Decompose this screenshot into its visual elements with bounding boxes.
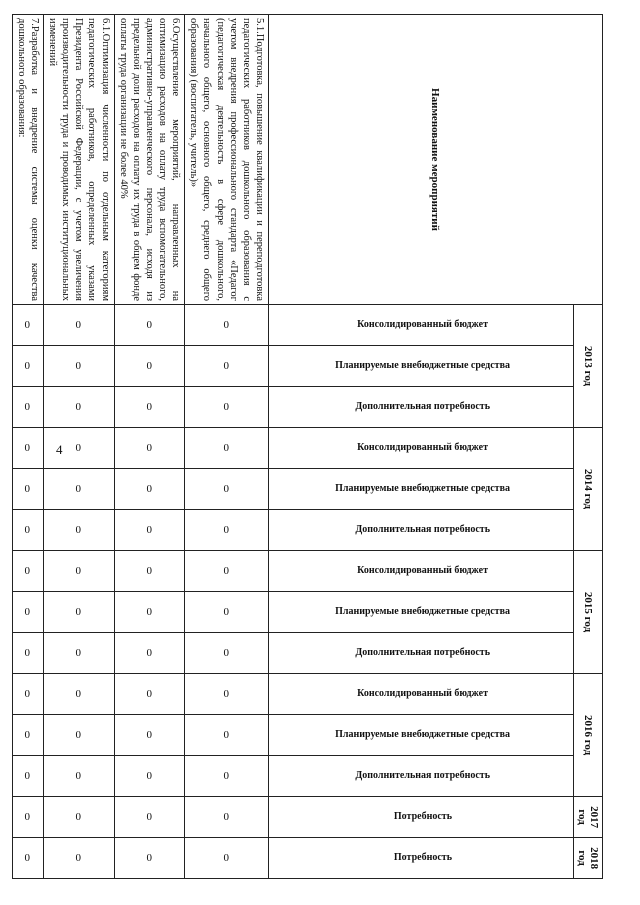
value-cell (44, 305, 115, 346)
value-cell (12, 346, 43, 387)
subheader-label: Планируемые внебюджетные средства (335, 729, 511, 741)
value-cell (114, 510, 185, 551)
value-cell (185, 346, 269, 387)
value-text: 0 (223, 524, 230, 537)
value-cell (185, 510, 269, 551)
subheader-label: Дополнительная потребность (355, 770, 491, 782)
value-text: 0 (24, 565, 31, 578)
value-text: 0 (223, 360, 230, 372)
subheader-2015-additional-need (269, 633, 574, 674)
subheader-2015-planned-extrabudgetary (269, 592, 574, 633)
value-text: 0 (223, 442, 230, 455)
value-text: 0 (24, 647, 31, 660)
value-cell (185, 551, 269, 592)
value-text: 0 (24, 811, 31, 824)
subheader-2016-consolidated-budget (269, 674, 574, 715)
value-text: 0 (75, 688, 82, 701)
value-text: 0 (223, 606, 230, 619)
value-text: 0 (223, 483, 230, 496)
value-cell (12, 715, 43, 756)
value-text: 0 (223, 729, 230, 742)
value-text: 0 (75, 565, 82, 578)
subheader-2013-consolidated-budget (269, 305, 574, 346)
value-text: 0 (24, 729, 31, 742)
subheader-label: Консолидированный бюджет (357, 565, 489, 577)
value-cell (185, 387, 269, 428)
value-text: 0 (146, 688, 152, 701)
subheader-label: Консолидированный бюджет (357, 688, 489, 700)
year-header-2013: 2013 год (574, 305, 603, 428)
subheader-2013-planned-extrabudgetary (269, 346, 574, 387)
year-header-2018: 2018 год (574, 838, 603, 879)
rotated-table-container (15, 14, 603, 879)
subheader-label: Консолидированный бюджет (357, 442, 489, 454)
value-text: 0 (223, 770, 230, 783)
value-text: 0 (223, 401, 230, 413)
value-cell (44, 756, 115, 797)
value-text: 0 (75, 852, 82, 865)
value-text: 0 (75, 524, 82, 537)
value-text: 0 (146, 606, 152, 619)
value-cell (185, 756, 269, 797)
value-text: 0 (146, 319, 152, 331)
value-text: 0 (223, 647, 230, 660)
value-text: 0 (24, 442, 31, 455)
subheader-label: Дополнительная потребность (355, 524, 491, 536)
subheader-label: Консолидированный бюджет (357, 319, 489, 331)
year-header-row (574, 15, 603, 879)
funding-plan-table (12, 14, 603, 879)
value-text: 0 (146, 770, 152, 783)
value-text: 0 (75, 401, 82, 413)
value-cell (114, 592, 185, 633)
value-cell (44, 387, 115, 428)
value-cell (185, 469, 269, 510)
activity-cell: 7.Разработка и внедрение системы оценки качества дошкольного образования: (12, 15, 43, 305)
value-cell (44, 715, 115, 756)
value-text: 0 (223, 319, 230, 331)
value-cell (114, 756, 185, 797)
value-text: 0 (24, 852, 31, 865)
value-cell (114, 715, 185, 756)
value-cell (114, 633, 185, 674)
value-text: 0 (146, 442, 152, 455)
value-cell (114, 551, 185, 592)
value-text: 0 (24, 606, 31, 619)
value-cell (44, 510, 115, 551)
value-cell (44, 346, 115, 387)
year-header-2015: 2015 год (574, 551, 603, 674)
value-cell (185, 715, 269, 756)
value-text: 0 (24, 319, 31, 331)
value-text: 0 (223, 565, 230, 578)
value-cell (114, 674, 185, 715)
table-row (12, 15, 43, 879)
value-cell (12, 633, 43, 674)
value-cell (44, 633, 115, 674)
value-cell (44, 797, 115, 838)
value-text: 0 (146, 565, 152, 578)
value-text: 0 (146, 524, 152, 537)
value-text: 0 (223, 852, 230, 865)
subheader-2015-consolidated-budget (269, 551, 574, 592)
value-cell (185, 674, 269, 715)
value-text: 0 (146, 729, 152, 742)
subheader-label: Планируемые внебюджетные средства (335, 483, 511, 495)
page-number: 4 (56, 442, 63, 457)
value-text: 0 (24, 688, 31, 701)
value-cell (44, 592, 115, 633)
value-text: 0 (24, 360, 31, 372)
value-cell (44, 674, 115, 715)
subheader-2014-consolidated-budget (269, 428, 574, 469)
value-cell (185, 592, 269, 633)
subheader-label: Дополнительная потребность (355, 401, 491, 413)
subheader-label: Планируемые внебюджетные средства (335, 360, 511, 372)
value-text: 0 (75, 770, 82, 783)
subheader-2014-planned-extrabudgetary (269, 469, 574, 510)
value-cell (185, 797, 269, 838)
value-text: 0 (75, 319, 82, 331)
value-text: 0 (75, 729, 82, 742)
value-cell (44, 469, 115, 510)
subheader-2016-planned-extrabudgetary (269, 715, 574, 756)
subheader-label: Дополнительная потребность (355, 647, 491, 659)
value-cell (12, 838, 43, 879)
value-text: 0 (24, 524, 31, 537)
value-cell (12, 756, 43, 797)
value-text: 0 (75, 360, 82, 372)
value-cell (12, 469, 43, 510)
activity-cell: 6.Осуществление мероприятий, направленных на оптимизацию расходов на оплату труда вспомогательного, административно-управленческого персонала, исходя из предельной доли расходов на оплату их труда в общем фонде оплаты труда организации не более 40% (114, 15, 185, 305)
value-cell (185, 838, 269, 879)
value-text: 0 (24, 401, 31, 413)
year-header-2017: 2017 год (574, 797, 603, 838)
value-text: 0 (146, 811, 152, 824)
value-cell (114, 305, 185, 346)
value-text: 0 (146, 852, 152, 865)
value-cell (114, 469, 185, 510)
value-cell (114, 346, 185, 387)
value-text: 0 (24, 483, 31, 496)
value-text: 0 (75, 606, 82, 619)
value-cell (44, 838, 115, 879)
table-row (44, 15, 115, 879)
subheader-label: Планируемые внебюджетные средства (335, 606, 511, 618)
activity-cell: 5.1.Подготовка, повышение квалификации и переподготовка педагогических работников дошкольного образования с учетом внедрения профессионального стандарта «Педагог (педагогическая деятельность в сфере дошкольного, начального общего, основного общего, среднего общего образования) (воспитатель, учитель)» (185, 15, 269, 305)
value-cell (44, 428, 115, 469)
subheader-label: Потребность (393, 852, 452, 864)
value-cell (114, 428, 185, 469)
subheader-2013-additional-need (269, 387, 574, 428)
table-row (114, 15, 185, 879)
activity-cell: 6.1.Оптимизация численности по отдельным категориям педагогических работников, определенных указами Президента Российской Федерации, с учетом увеличения производительности труда и проводимых институциональных изменений (44, 15, 115, 305)
value-cell (114, 387, 185, 428)
subheader-2014-additional-need (269, 510, 574, 551)
subheader-2016-additional-need (269, 756, 574, 797)
year-header-2014: 2014 год (574, 428, 603, 551)
value-text: 0 (223, 811, 230, 824)
value-text: 0 (146, 483, 152, 496)
subheader-2018-need (269, 838, 574, 879)
value-cell (185, 428, 269, 469)
value-text: 0 (146, 401, 152, 413)
value-cell (12, 428, 43, 469)
subheader-2017-need (269, 797, 574, 838)
value-cell (12, 551, 43, 592)
value-cell (12, 674, 43, 715)
value-cell (185, 305, 269, 346)
value-text: 0 (146, 647, 152, 660)
value-text: 0 (24, 770, 31, 783)
value-cell (12, 510, 43, 551)
value-text: 0 (223, 688, 230, 701)
table-row (185, 15, 269, 879)
table-body (12, 15, 268, 879)
activity-column-header: Наименование мероприятий (269, 15, 603, 305)
value-cell (114, 838, 185, 879)
value-text: 0 (75, 483, 82, 496)
value-cell (114, 797, 185, 838)
value-text: 0 (75, 647, 82, 660)
value-cell (185, 633, 269, 674)
value-text: 0 (146, 360, 152, 372)
value-cell (44, 551, 115, 592)
value-cell (12, 797, 43, 838)
year-header-2016: 2016 год (574, 674, 603, 797)
value-cell (12, 387, 43, 428)
subheader-label: Потребность (393, 811, 452, 823)
value-cell (12, 592, 43, 633)
value-cell (12, 305, 43, 346)
value-text: 0 (75, 811, 82, 824)
value-text: 0 (75, 442, 82, 455)
